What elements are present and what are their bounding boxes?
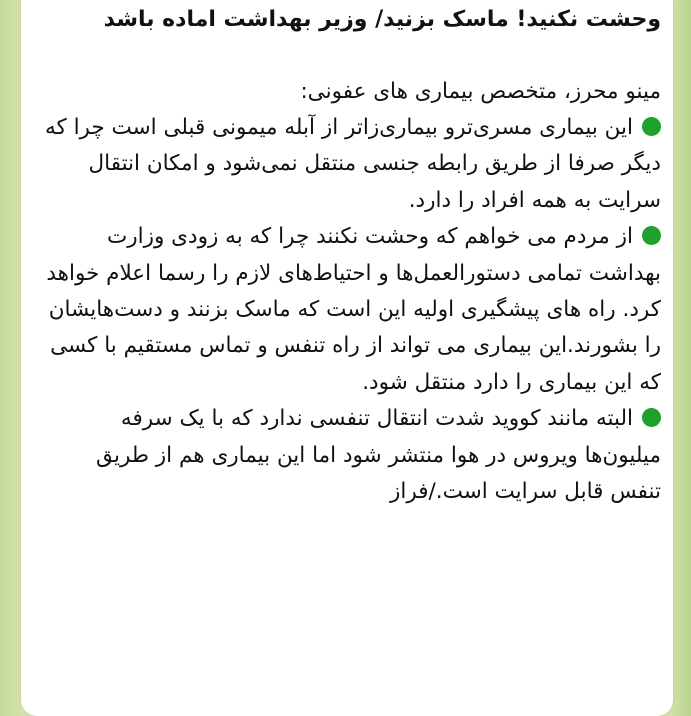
message-author-line: مینو محرز، متخصص بیماری های عفونی: [300, 79, 661, 104]
message-bubble[interactable] [21, 0, 673, 716]
green-circle-icon [642, 226, 661, 245]
blank-line [39, 38, 661, 74]
green-circle-icon [642, 408, 661, 427]
message-paragraph [39, 219, 661, 401]
message-paragraph [39, 110, 661, 219]
green-circle-icon [642, 117, 661, 136]
paragraph-text: از مردم می خواهم که وحشت نکنند چرا که به زودی وزارت بهداشت تمامی دستورالعمل‌ها و احتیاط‌های لازم را رسما اعلام خواهد کرد. راه های پیشگیری اولیه این است که ماسک بزنند و دست‌هایشان را بشورند.این بیماری می تواند از راه تنفس و تماس مستقیم با کسی که این بیماری را دارد منتقل شود. [46, 224, 661, 395]
message-paragraph [39, 401, 661, 510]
message-text [39, 0, 661, 510]
message-headline: وحشت نکنید! ماسک بزنید/ وزیر بهداشت اماده باشد [103, 7, 661, 32]
paragraph-text: البته مانند کووید شدت انتقال تنفسی ندارد که با یک سرفه میلیون‌ها ویروس در هوا منتشر شود اما این بیماری هم از طریق تنفس قابل سرایت است./فراز [96, 406, 661, 505]
paragraph-text: این بیماری مسری‌ترو بیماری‌زاتر از آبله میمونی قبلی است چرا که دیگر صرفا از طریق رابطه جنسی منتقل نمی‌شود و امکان انتقال سرایت به همه افراد را دارد. [44, 115, 661, 213]
